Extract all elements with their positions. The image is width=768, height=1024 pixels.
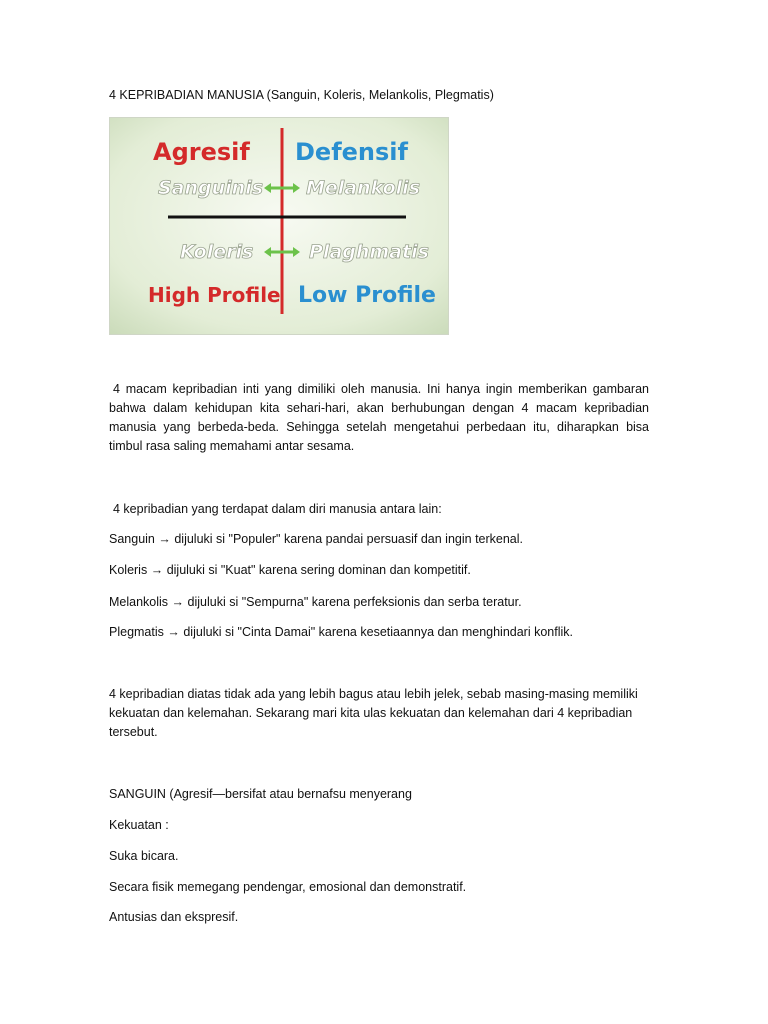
- summary-paragraph: 4 kepribadian diatas tidak ada yang lebih bagus atau lebih jelek, sebab masing-masing memiliki kekuatan dan kelemahan. Sekarang mari kita ulas kekuatan dan kelemahan dari 4 kepribadian tersebut.: [109, 687, 638, 739]
- type-description: dijuluki si "Cinta Damai" karena kesetiaannya dan menghindari konflik.: [183, 625, 573, 639]
- type-name: Melankolis: [109, 595, 169, 609]
- list-item-melankolis: [109, 593, 649, 612]
- intro-paragraph: 4 macam kepribadian inti yang dimiliki oleh manusia. Ini hanya ingin memberikan gambaran bahwa dalam kehidupan kita sehari-hari, akan berhubungan dengan 4 macam kepribadian manusia yang berbeda-beda. Sehingga setelah mengetahui perbedaan itu, diharapkan bisa timbul rasa saling memahami antar sesama.: [109, 382, 649, 453]
- label-sanguinis: Sanguinis: [158, 177, 264, 199]
- type-name: Plegmatis: [109, 625, 164, 639]
- type-name: Koleris: [109, 563, 148, 577]
- label-melankolis: Melankolis: [306, 177, 420, 199]
- type-description: dijuluki si "Kuat" karena sering dominan dan kompetitif.: [166, 563, 471, 577]
- label-defensif: Defensif: [295, 138, 408, 166]
- type-name: Sanguin: [109, 532, 155, 546]
- strength-item: Suka bicara.: [109, 849, 179, 863]
- label-agresif: Agresif: [153, 138, 250, 166]
- list-intro: 4 kepribadian yang terdapat dalam diri manusia antara lain:: [113, 502, 442, 516]
- section-heading: SANGUIN (Agresif—bersifat atau bernafsu menyerang: [109, 787, 412, 801]
- strength-item: Antusias dan ekspresif.: [109, 910, 239, 924]
- list-item-sanguin: [109, 530, 649, 549]
- list-item-plegmatis: [109, 623, 649, 642]
- arrow-icon: →: [158, 532, 171, 546]
- type-description: dijuluki si "Populer" karena pandai persuasif dan ingin terkenal.: [174, 532, 524, 546]
- label-low-profile: Low Profile: [298, 283, 436, 308]
- arrow-icon: →: [171, 595, 185, 609]
- strength-item: Secara fisik memegang pendengar, emosional dan demonstratif.: [109, 880, 467, 894]
- quadrant-diagram: [110, 118, 449, 335]
- arrow-icon: →: [150, 563, 164, 577]
- personality-quadrant-image: [109, 117, 449, 335]
- label-koleris: Koleris: [180, 241, 254, 263]
- arrow-icon: →: [167, 625, 180, 639]
- label-high-profile: High Profile: [148, 283, 281, 307]
- strengths-label: Kekuatan :: [109, 818, 169, 832]
- label-plaghmatis: Plaghmatis: [309, 241, 429, 263]
- type-description: dijuluki si "Sempurna" karena perfeksionis dan serba teratur.: [187, 595, 522, 609]
- document-title: 4 KEPRIBADIAN MANUSIA (Sanguin, Koleris, Melankolis, Plegmatis): [109, 88, 494, 102]
- list-item-koleris: [109, 561, 649, 580]
